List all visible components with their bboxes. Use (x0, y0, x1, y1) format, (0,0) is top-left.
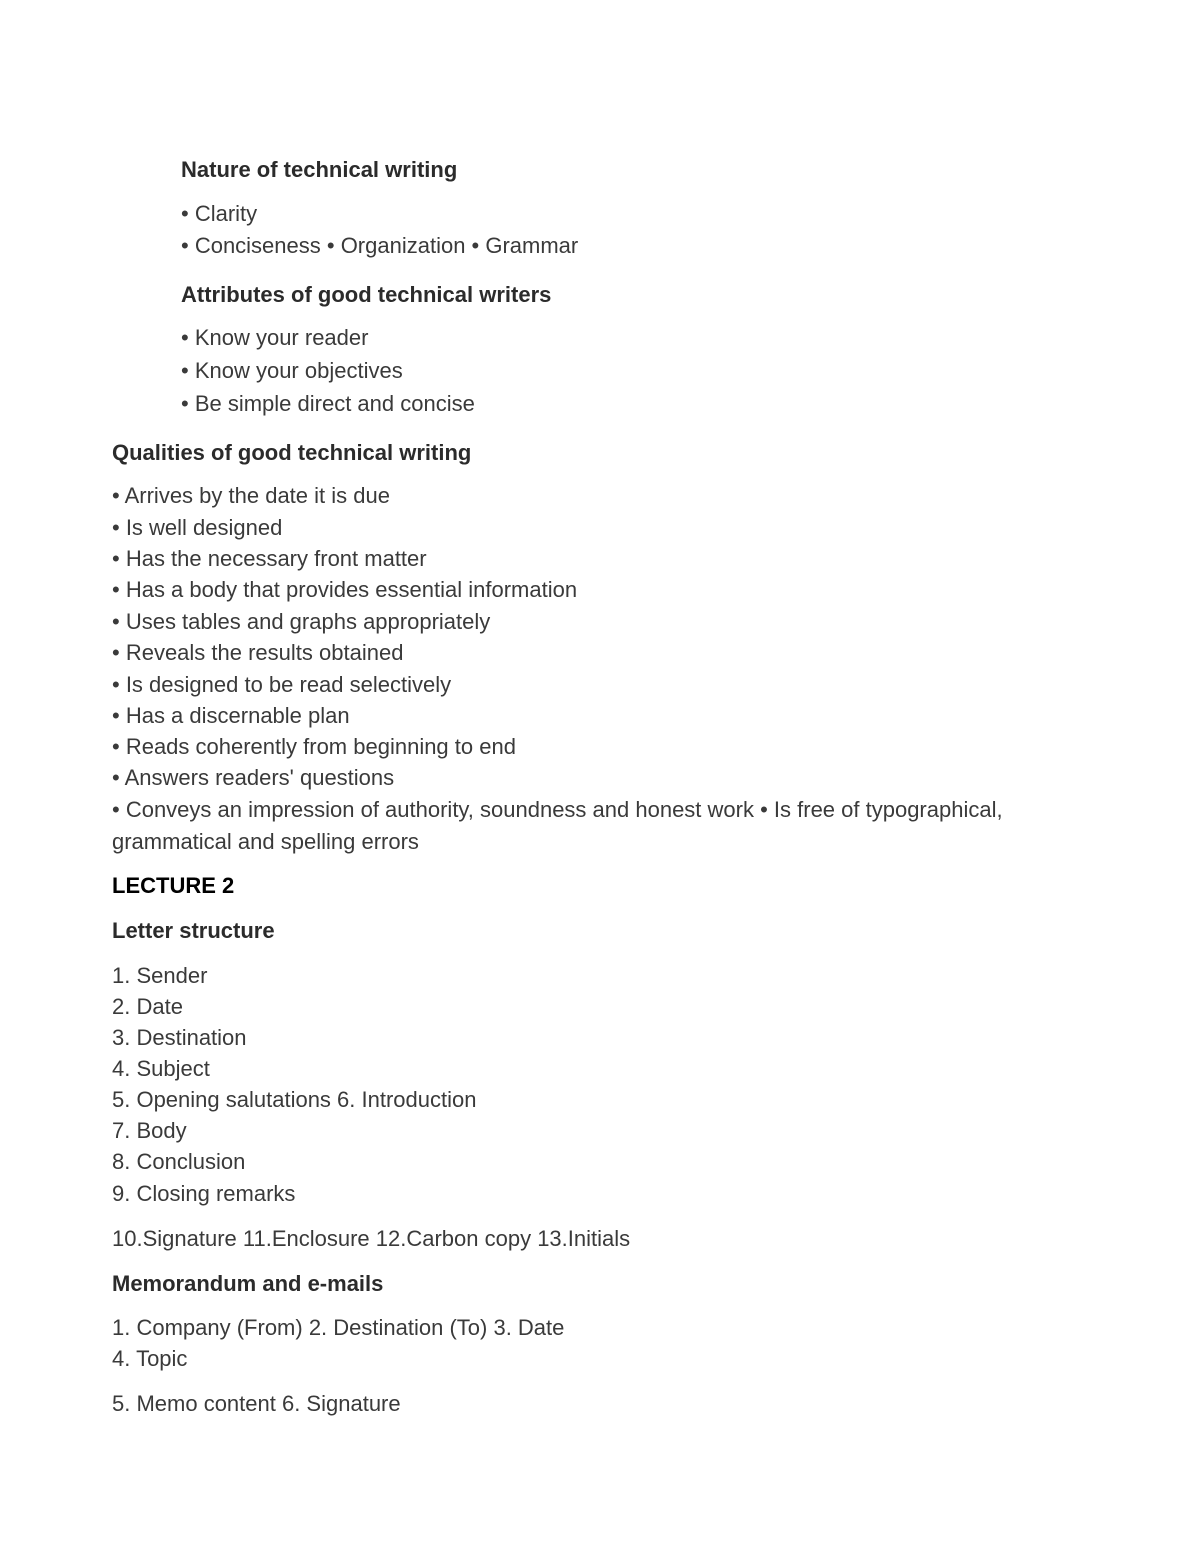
quality-item: • Has the necessary front matter (112, 546, 427, 571)
heading-letter-structure: Letter structure (112, 918, 275, 943)
memo-item-extra: 5. Memo content 6. Signature (112, 1391, 401, 1416)
memo-item: 4. Topic (112, 1346, 188, 1371)
memo-item: 1. Company (From) 2. Destination (To) 3. Date (112, 1315, 565, 1340)
heading-memorandum: Memorandum and e-mails (112, 1271, 384, 1296)
quality-item: • Arrives by the date it is due (112, 483, 390, 508)
letter-item: 8. Conclusion (112, 1149, 246, 1174)
heading-nature: Nature of technical writing (181, 157, 458, 182)
quality-item: • Is designed to be read selectively (112, 672, 452, 697)
nature-item: • Conciseness • Organization • Grammar (181, 233, 579, 258)
attribute-item: • Know your reader (181, 325, 369, 350)
quality-item: • Has a body that provides essential information (112, 577, 578, 602)
letter-item: 2. Date (112, 994, 183, 1019)
letter-item: 4. Subject (112, 1056, 210, 1081)
letter-item-extra: 10.Signature 11.Enclosure 12.Carbon copy 13.Initials (112, 1226, 631, 1251)
attribute-item: • Know your objectives (181, 358, 403, 383)
quality-item: • Is well designed (112, 515, 283, 540)
quality-item: • Reads coherently from beginning to end (112, 734, 516, 759)
letter-item: 7. Body (112, 1118, 187, 1143)
quality-item: • Reveals the results obtained (112, 640, 404, 665)
heading-attributes: Attributes of good technical writers (181, 282, 552, 307)
letter-item: 9. Closing remarks (112, 1181, 296, 1206)
letter-item: 5. Opening salutations 6. Introduction (112, 1087, 477, 1112)
heading-qualities: Qualities of good technical writing (112, 440, 472, 465)
quality-item: grammatical and spelling errors (112, 829, 419, 854)
quality-item: • Has a discernable plan (112, 703, 350, 728)
letter-item: 3. Destination (112, 1025, 247, 1050)
nature-item: • Clarity (181, 201, 258, 226)
quality-item: • Conveys an impression of authority, soundness and honest work • Is free of typographical, (112, 797, 1003, 822)
attribute-item: • Be simple direct and concise (181, 391, 475, 416)
quality-item: • Answers readers' questions (112, 765, 395, 790)
quality-item: • Uses tables and graphs appropriately (112, 609, 491, 634)
heading-lecture: LECTURE 2 (112, 873, 235, 898)
letter-item: 1. Sender (112, 963, 208, 988)
